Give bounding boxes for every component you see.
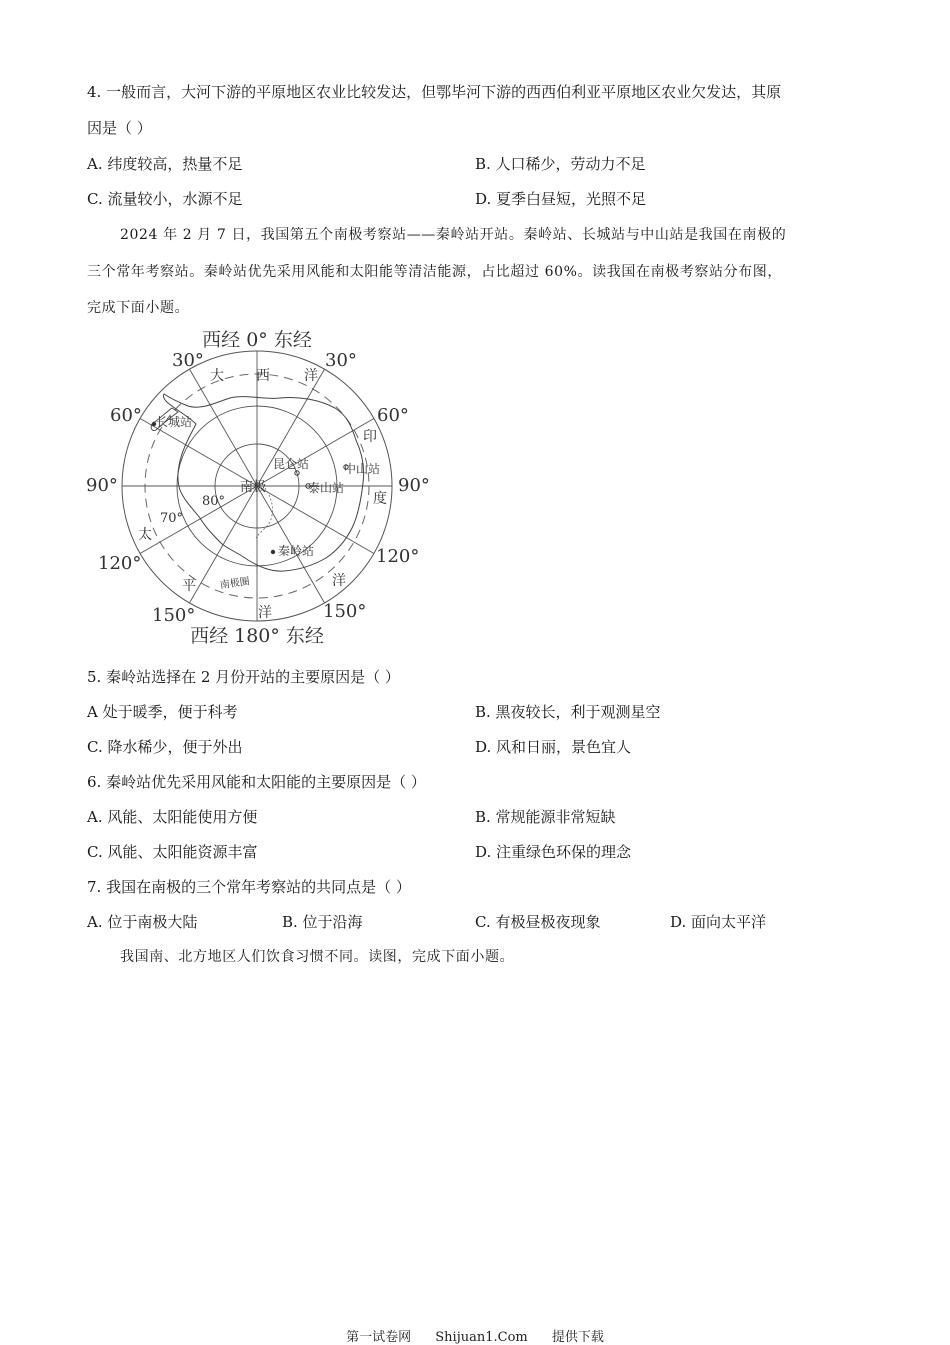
ocean-atlantic-char-3: 洋 [304,368,318,384]
q6-stem: 6. 秦岭站优先采用风能和太阳能的主要原因是（ ） [87,773,426,791]
q5-option-d: D. 风和日丽，景色宜人 [475,738,632,756]
lon-90e-label: 90° [398,475,430,496]
ocean-atlantic-char-2: 西 [256,368,270,384]
passage2-line1: 我国南、北方地区人们饮食习惯不同。读图，完成下面小题。 [120,949,515,965]
passage1-line3: 完成下面小题。 [87,300,190,316]
q4-option-c: C. 流量较小，水源不足 [87,190,243,208]
lon-90w-label: 90° [86,475,118,496]
south-pole-label: 南极 [240,480,267,495]
lon-120w-label: 120° [98,553,142,574]
q4-option-a: A. 纬度较高，热量不足 [87,155,243,173]
q4-option-b: B. 人口稀少，劳动力不足 [475,155,646,173]
q4-stem-line1: 4. 一般而言，大河下游的平原地区农业比较发达，但鄂毕河下游的西西伯利亚平原地区农业欠发达，其原 [87,83,782,101]
q6-option-c: C. 风能、太阳能资源丰富 [87,843,258,861]
q6-option-d: D. 注重绿色环保的理念 [475,843,632,861]
q7-option-b: B. 位于沿海 [282,913,363,931]
q7-option-c: C. 有极昼极夜现象 [475,913,601,931]
q4-option-d: D. 夏季白昼短，光照不足 [475,190,647,208]
q5-stem: 5. 秦岭站选择在 2 月份开站的主要原因是（ ） [87,668,400,686]
lon-150w-label: 150° [152,605,196,626]
antarctic-circle-label: 南极圈 [219,576,251,592]
lon-30e-label: 30° [325,350,357,371]
ocean-indian-char-2: 度 [373,491,387,507]
changcheng-station-label: 长城站 [156,415,193,429]
q6-option-b: B. 常规能源非常短缺 [475,808,616,826]
kunlun-station-label: 昆仑站 [273,457,310,471]
q5-option-c: C. 降水稀少，便于外出 [87,738,243,756]
q7-option-a: A. 位于南极大陆 [87,913,198,931]
lon-60w-label: 60° [110,405,142,426]
ocean-pacific-char-2: 平 [182,578,196,594]
q5-option-a: A 处于暖季，便于科考 [87,703,238,721]
q7-stem: 7. 我国在南极的三个常年考察站的共同点是（ ） [87,878,411,896]
passage1-line2: 三个常年考察站。秦岭站优先采用风能和太阳能等清洁能源，占比超过 60%。读我国在南极考察站分布图， [87,264,782,280]
qinling-station-marker [271,550,275,554]
map-bottom-label: 西经 180° 东经 [190,625,324,647]
footer-site-en[interactable]: Shijuan1.Com [435,1330,528,1345]
ocean-pacific-char-3: 洋 [258,605,272,621]
ice-shelf-line [256,488,272,538]
footer-site-cn: 第一试卷网 [346,1330,412,1345]
q5-option-b: B. 黑夜较长，利于观测星空 [475,703,661,721]
ocean-atlantic-char-1: 大 [210,368,224,384]
page-footer [0,1326,950,1345]
map-top-label: 西经 0° 东经 [202,329,312,351]
ocean-pacific-char-4: 洋 [332,573,346,589]
passage1-line1: 2024 年 2 月 7 日，我国第五个南极考察站——秦岭站开站。秦岭站、长城站与中山站是我国在南极的 [120,227,787,243]
q4-stem-line2: 因是（ ） [87,119,152,137]
taishan-station-label: 泰山站 [308,481,345,495]
ocean-indian-char-1: 印 [363,429,377,445]
lon-60e-label: 60° [377,405,409,426]
qinling-station-label: 秦岭站 [278,544,315,558]
footer-download: 提供下载 [551,1330,604,1345]
ocean-pacific-char-1: 太 [138,527,152,543]
lon-30w-label: 30° [172,350,204,371]
q6-option-a: A. 风能、太阳能使用方便 [87,808,258,826]
q7-option-d: D. 面向太平洋 [670,913,767,931]
lon-150e-label: 150° [323,601,367,622]
lat-80-label: 80° [202,494,226,509]
antarctic-station-map [80,328,440,648]
lat-70-label: 70° [160,511,184,526]
zhongshan-station-label: 中山站 [344,462,381,476]
lon-120e-label: 120° [376,546,420,567]
